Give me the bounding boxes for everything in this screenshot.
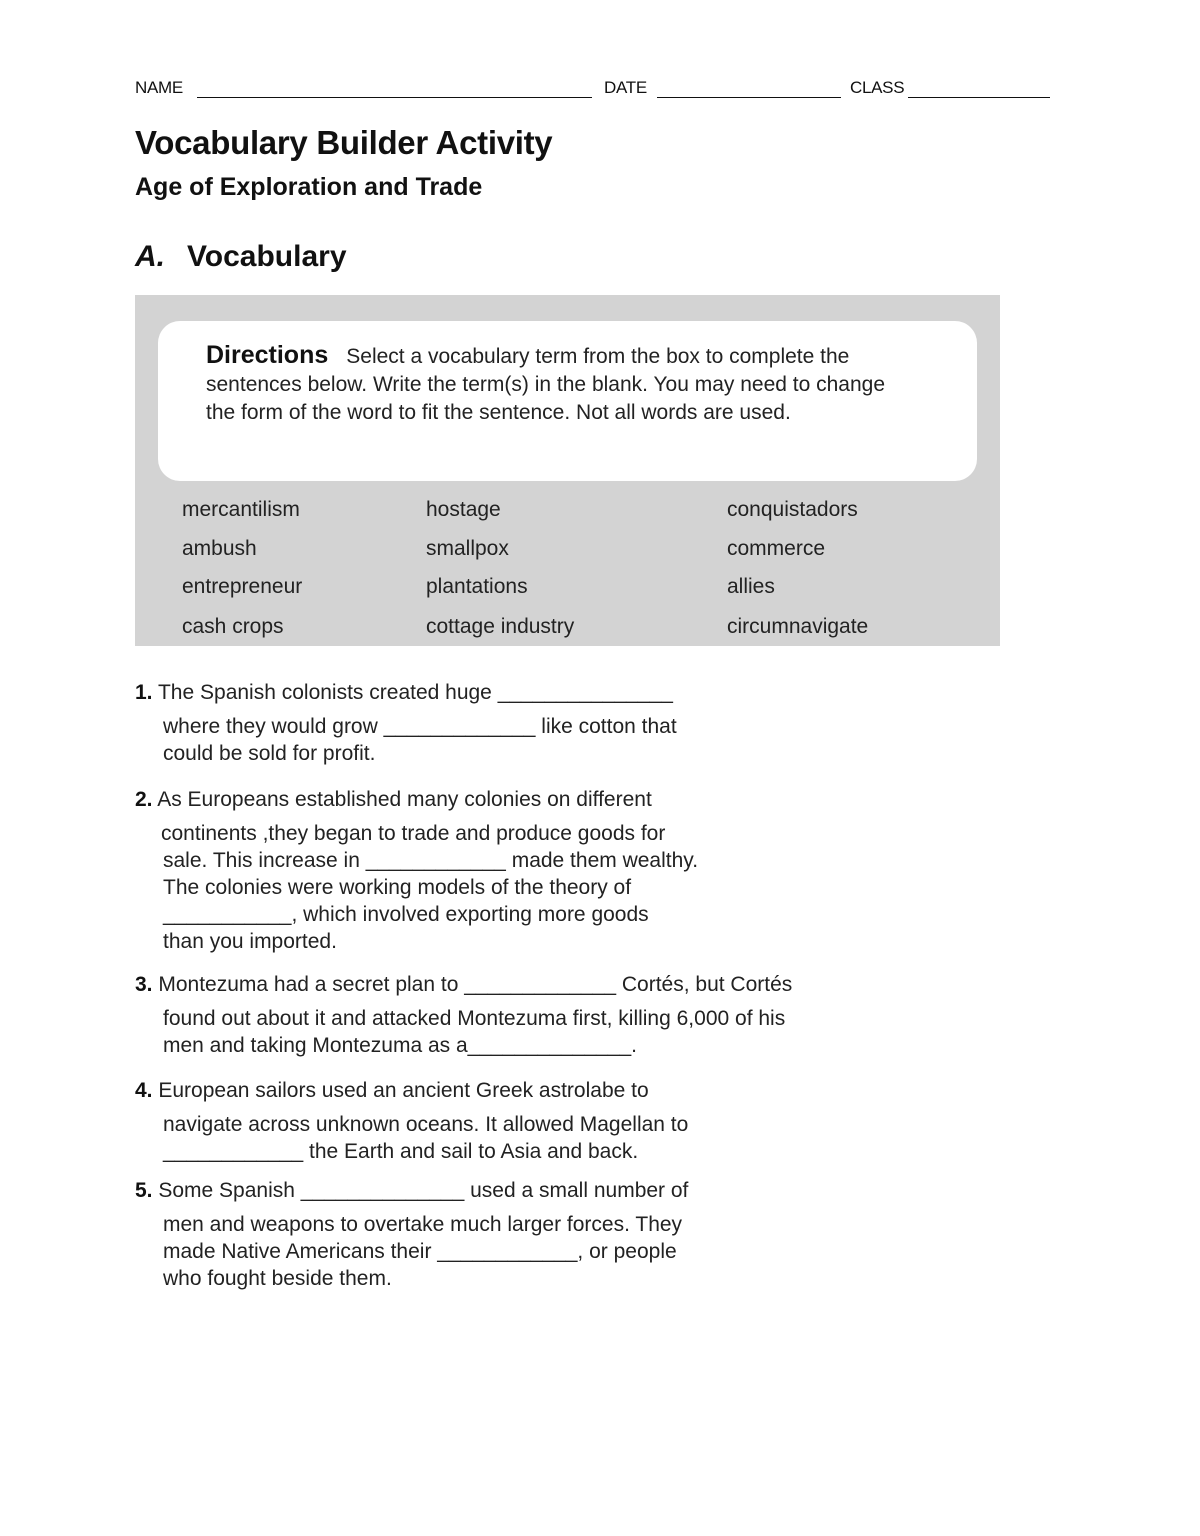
question-text-line: As Europeans established many colonies on different	[157, 788, 652, 811]
question-number: 1.	[135, 681, 153, 704]
vocabulary-panel	[135, 295, 1000, 646]
directions-body: Select a vocabulary term from the box to complete the sentences below. Write the term(s) in the blank. You may need to change the form of the word to fit the sentence. Not all words are used.	[206, 345, 886, 424]
directions-box	[158, 321, 977, 481]
question-text-line: men and taking Montezuma as a______________.	[163, 1034, 638, 1057]
name-label: NAME	[135, 78, 183, 97]
question-text-line: could be sold for profit.	[163, 742, 376, 765]
class-field[interactable]	[908, 97, 1050, 98]
question-text-line: than you imported.	[163, 930, 337, 953]
word-bank-item: ambush	[182, 537, 257, 560]
question-4	[135, 1077, 895, 1165]
word-bank-item: entrepreneur	[182, 575, 303, 598]
class-label: CLASS	[850, 78, 905, 97]
question-5	[135, 1177, 895, 1292]
question-text-line: found out about it and attacked Montezuma first, killing 6,000 of his	[163, 1007, 786, 1030]
question-number: 3.	[135, 973, 153, 996]
question-3	[135, 971, 895, 1059]
directions-text	[206, 341, 886, 427]
date-field[interactable]	[657, 97, 841, 98]
question-number: 2.	[135, 788, 153, 811]
worksheet-title: Vocabulary Builder Activity	[135, 124, 553, 161]
section-letter: A.	[135, 240, 165, 273]
question-text-line: sale. This increase in ____________ made them wealthy.	[163, 849, 699, 872]
word-bank-item: circumnavigate	[727, 615, 869, 638]
question-text-line: where they would grow _____________ like cotton that	[163, 715, 677, 738]
word-bank-item: plantations	[426, 575, 528, 598]
section-heading	[135, 240, 347, 274]
question-text-line: The colonies were working models of the theory of	[163, 876, 632, 899]
word-bank-item: mercantilism	[182, 498, 300, 521]
question-text-line: Montezuma had a secret plan to _____________ Cortés, but Cortés	[158, 973, 793, 996]
directions-heading: Directions	[206, 341, 329, 369]
section-label: Vocabulary	[187, 240, 347, 273]
worksheet-subtitle: Age of Exploration and Trade	[135, 173, 483, 201]
question-text-line: who fought beside them.	[163, 1267, 392, 1290]
question-2	[135, 786, 895, 955]
date-label: DATE	[604, 78, 647, 97]
question-1	[135, 679, 895, 767]
question-text-line: ___________, which involved exporting more goods	[163, 903, 649, 926]
word-bank-item: cash crops	[182, 615, 284, 638]
question-text-line: continents ,they began to trade and produce goods for	[161, 822, 666, 845]
question-text-line: made Native Americans their ____________, or people	[163, 1240, 677, 1263]
word-bank-item: conquistadors	[727, 498, 858, 521]
word-bank-item: allies	[727, 575, 775, 598]
question-text-line: navigate across unknown oceans. It allowed Magellan to	[163, 1113, 689, 1136]
question-number: 5.	[135, 1179, 153, 1202]
word-bank-item: hostage	[426, 498, 501, 521]
question-number: 4.	[135, 1079, 153, 1102]
word-bank-item: cottage industry	[426, 615, 575, 638]
question-text-line: men and weapons to overtake much larger forces. They	[163, 1213, 683, 1236]
question-text-line: ____________ the Earth and sail to Asia and back.	[163, 1140, 639, 1163]
question-text-line: Some Spanish ______________ used a small number of	[158, 1179, 689, 1202]
student-info-row	[135, 76, 1050, 100]
name-field[interactable]	[197, 97, 592, 98]
word-bank-item: smallpox	[426, 537, 509, 560]
question-text-line: European sailors used an ancient Greek astrolabe to	[158, 1079, 649, 1102]
question-text-line: The Spanish colonists created huge _______________	[157, 681, 673, 704]
word-bank-item: commerce	[727, 537, 826, 560]
